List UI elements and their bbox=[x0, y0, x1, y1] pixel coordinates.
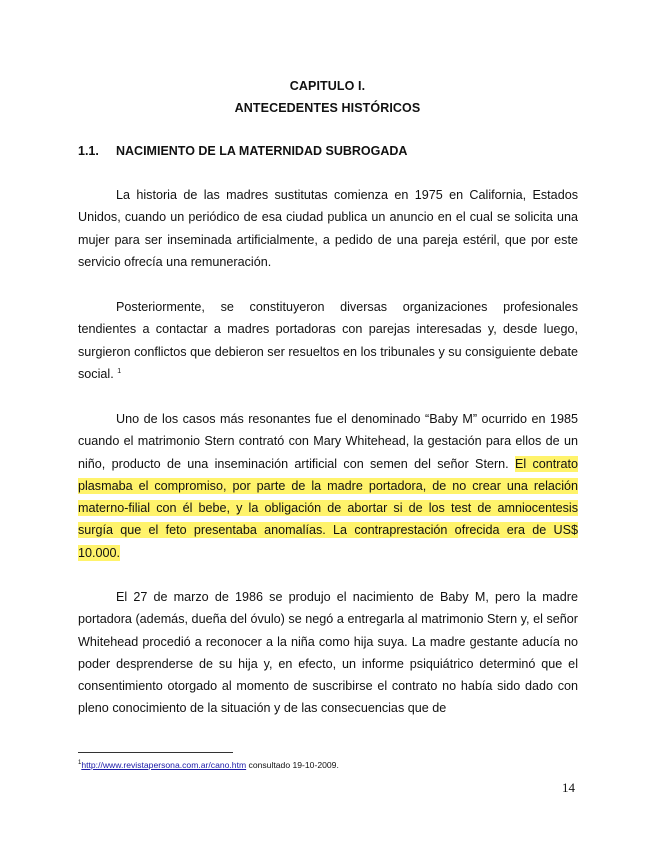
paragraph-4: El 27 de marzo de 1986 se produjo el nacimiento de Baby M, pero la madre portadora (además, dueña del óvulo) se negó a entregarla al matrimonio Stern y, el señor Whitehead procedió a reconocer a la niña como hija suya. La madre gestante aducía no poder desprenderse de su hija y, en efecto, un informe psiquiátrico determinó que el consentimiento otorgado al momento de suscribirse el contrato no había sido dado con pleno conocimiento de la situación y de las consecuencias que de bbox=[78, 590, 578, 716]
chapter-subtitle: ANTECEDENTES HISTÓRICOS bbox=[234, 101, 421, 115]
paragraph-2-text: Posteriormente, se constituyeron diversas organizaciones profesionales tendientes a contactar a madres portadoras con parejas interesadas y, desde luego, surgieron conflictos que debieron ser resueltos en los tribunales y su consiguiente debate social. bbox=[78, 300, 578, 381]
footnote-reference: 1 bbox=[117, 367, 122, 375]
page-number: 14 bbox=[562, 780, 575, 795]
paragraph-3 bbox=[78, 408, 578, 564]
footnote bbox=[78, 760, 339, 770]
footnote-marker: 1 bbox=[78, 760, 82, 766]
footnote-text: consultado 19-10-2009. bbox=[246, 760, 339, 770]
footnote-divider bbox=[78, 752, 233, 753]
paragraph-1: La historia de las madres sustitutas comienza en 1975 en California, Estados Unidos, cuando un periódico de esa ciudad publica un anuncio en el cual se solicita una mujer para ser inseminada artificialmente, a pedido de una pareja estéril, que por este servicio ofrecía una remuneración. bbox=[78, 188, 578, 269]
paragraph-2 bbox=[78, 296, 578, 385]
footnote-link[interactable]: http://www.revistapersona.com.ar/cano.htm bbox=[81, 760, 247, 770]
section-heading bbox=[78, 144, 407, 158]
paragraph-3-text: Uno de los casos más resonantes fue el denominado “Baby M” ocurrido en 1985 cuando el matrimonio Stern contrató con Mary Whitehead, la gestación para ellos de un niño, producto de una inseminación artificial con semen del señor Stern. bbox=[78, 412, 578, 471]
chapter-title: CAPITULO I. bbox=[289, 79, 366, 93]
highlighted-text: El contrato plasmaba el compromiso, por parte de la madre portadora, de no crear una relación materno-filial con él bebe, y la obligación de abortar si de los test de amniocentesis surgía que el feto presentaba anomalías. La contraprestación ofrecida era de US$ 10.000. bbox=[78, 456, 578, 560]
section-number: 1.1. bbox=[78, 144, 99, 158]
section-title: NACIMIENTO DE LA MATERNIDAD SUBROGADA bbox=[116, 144, 408, 158]
